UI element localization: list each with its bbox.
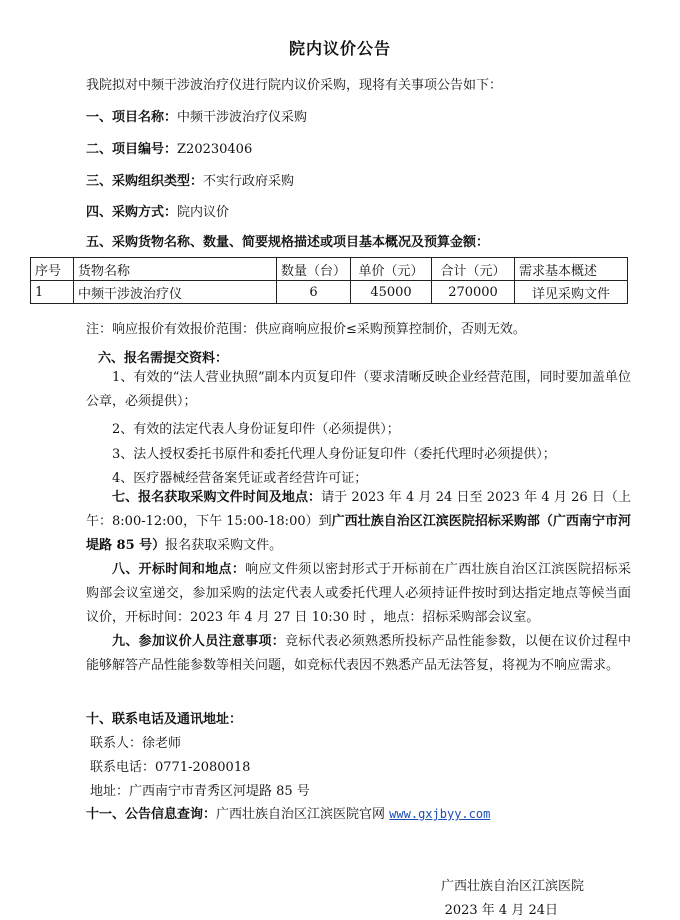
table-cell: 中频干涉波治疗仪: [74, 281, 277, 304]
contact-heading-line: [86, 708, 242, 727]
section-8: [86, 558, 631, 630]
query-line: [86, 803, 490, 822]
page-title: 院内议价公告: [288, 39, 391, 58]
procurement-org-label: 三、采购组织类型：: [86, 174, 204, 189]
table-cell: 45000: [351, 281, 432, 304]
table-header-cell: 货物名称: [74, 258, 277, 281]
materials-item-2: 2、有效的法定代表人身份证复印件（必须提供）；: [112, 422, 400, 437]
table-cell: 1: [31, 281, 74, 304]
section-8-heading: 八、开标时间和地点：: [112, 562, 246, 577]
project-code-line: [86, 138, 252, 157]
section-7: [86, 486, 631, 558]
contact-person: 联系人：徐老师: [90, 736, 182, 751]
section-7-text-b: 报名获取采购文件。: [165, 538, 283, 553]
contact-phone: 联系电话：0771-2080018: [90, 760, 251, 775]
materials-item-3: 3、法人授权委托书原件和委托代理人身份证复印件（委托代理时必须提供）；: [112, 447, 556, 462]
project-name-label: 一、项目名称：: [86, 110, 178, 125]
project-name-line: [86, 106, 307, 125]
procurement-method-value: 院内议价: [177, 205, 230, 220]
intro-text: 我院拟对中频干涉波治疗仪进行院内议价采购，现将有关事项公告如下：: [86, 78, 503, 93]
procurement-method-label: 四、采购方式：: [86, 205, 178, 220]
table-cell: 详见采购文件: [515, 281, 628, 304]
table-cell: 6: [277, 281, 351, 304]
goods-table: [30, 257, 628, 304]
table-header-row: [31, 258, 628, 281]
materials-heading-line: [98, 347, 228, 366]
price-note: 注：响应报价有效报价范围：供应商响应报价≤采购预算控制价，否则无效。: [86, 322, 526, 337]
table-header-cell: 数量（台）: [277, 258, 351, 281]
procurement-org-value: 不实行政府采购: [203, 174, 295, 189]
project-name-value: 中频干涉波治疗仪采购: [177, 110, 308, 125]
section-9: [86, 630, 631, 678]
materials-item-1: 1、有效的“法人营业执照”副本内页复印件（要求清晰反映企业经营范围，同时要加盖单位公章，必须提供）；: [86, 370, 631, 409]
goods-heading: 五、采购货物名称、数量、简要规格描述或项目基本概况及预算金额：: [86, 235, 490, 250]
section-7-text-a: 请于 2023 年 4 月 24 日至 2023 年 4 月 26 日（上午：8:00-12:00，下午 15:00-18:00）到: [86, 490, 631, 529]
query-text: 广西壮族自治区江滨医院官网: [216, 807, 386, 822]
table-header-cell: 单价（元）: [351, 258, 432, 281]
section-7-location: 广西壮族自治区江滨医院招标采购部（广西南宁市河堤路 85 号）: [86, 514, 631, 553]
section-8-text: 响应文件须以密封形式于开标前在广西壮族自治区江滨医院招标采购部会议室递交，参加采购的法定代表人或委托代理人必须持证件按时到达指定地点等候当面议价，开标时间：2023 年 4 月 27 日 10:30 时 ，地点：招标采购部会议室。: [86, 562, 631, 625]
table-header-cell: 合计（元）: [432, 258, 515, 281]
goods-heading-line: [86, 231, 489, 250]
project-code-value: Z20230406: [177, 142, 253, 157]
query-heading: 十一、公告信息查询：: [86, 807, 217, 822]
table-header-cell: 序号: [31, 258, 74, 281]
materials-item-4: 4、医疗器械经营备案凭证或者经营许可证；: [112, 471, 368, 486]
website-link[interactable]: www.gxjbyy.com: [389, 807, 491, 821]
procurement-org-line: [86, 170, 294, 189]
materials-heading: 六、报名需提交资料：: [98, 351, 229, 366]
section-9-text: 竞标代表必须熟悉所投标产品性能参数，以便在议价过程中能够解答产品性能参数等相关问题，如竞标代表因不熟悉产品无法答复，将视为不响应需求。: [86, 634, 631, 673]
project-code-label: 二、项目编号：: [86, 142, 178, 157]
signature-date: 2023 年 4 月 24日: [444, 903, 558, 918]
contact-heading: 十、联系电话及通讯地址：: [86, 712, 243, 727]
section-7-heading: 七、报名获取采购文件时间及地点：: [112, 490, 322, 505]
section-9-heading: 九、参加议价人员注意事项：: [112, 634, 286, 649]
contact-address: 地址：广西南宁市青秀区河堤路 85 号: [90, 784, 310, 799]
signature-org: 广西壮族自治区江滨医院: [440, 879, 584, 894]
table-row: [31, 281, 628, 304]
procurement-method-line: [86, 201, 229, 220]
table-header-cell: 需求基本概述: [515, 258, 628, 281]
table-cell: 270000: [432, 281, 515, 304]
